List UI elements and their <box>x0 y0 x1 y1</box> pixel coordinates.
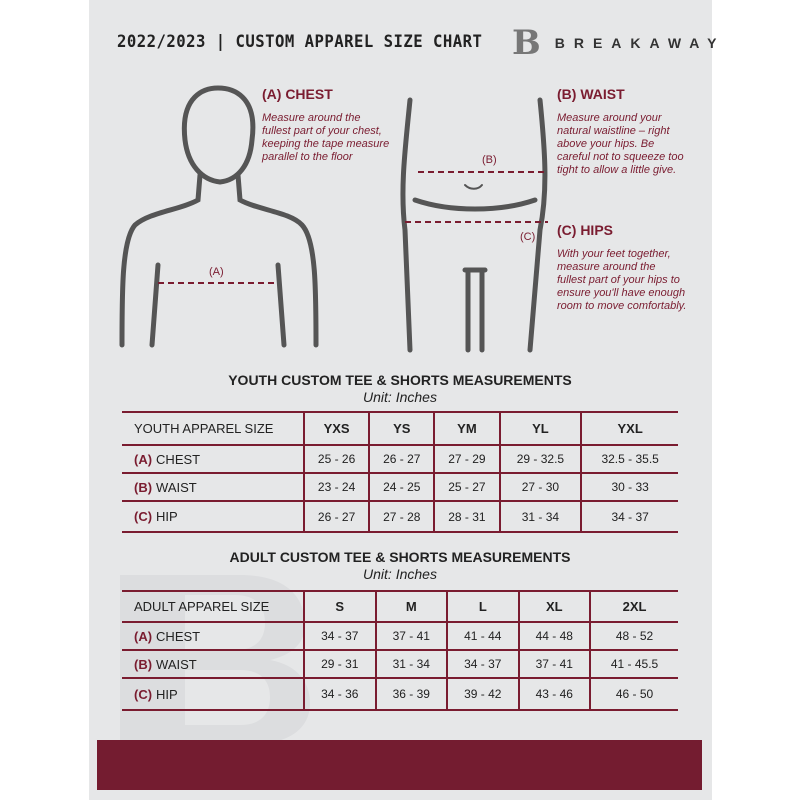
cell: 27 - 30 <box>500 473 582 501</box>
row-label <box>122 622 304 650</box>
table-row <box>122 473 678 501</box>
cell: 34 - 37 <box>447 650 519 678</box>
cell: 34 - 37 <box>581 501 678 532</box>
row-tag: (B) <box>134 479 153 495</box>
table-row <box>122 622 678 650</box>
cell: 39 - 42 <box>447 678 519 710</box>
column-header: XL <box>519 591 591 622</box>
row-label <box>122 445 304 473</box>
page-title: 2022/2023 | CUSTOM APPAREL SIZE CHART <box>117 32 483 52</box>
column-header: YS <box>369 412 434 445</box>
cell: 37 - 41 <box>519 650 591 678</box>
hips-heading: (C) HIPS <box>557 222 613 238</box>
cell: 31 - 34 <box>376 650 448 678</box>
table-row <box>122 501 678 532</box>
brand-name: BREAKAWAY <box>554 35 726 51</box>
cell: 34 - 37 <box>304 622 376 650</box>
cell: 25 - 27 <box>434 473 499 501</box>
column-header: YXS <box>304 412 369 445</box>
youth-size-table <box>122 411 678 533</box>
youth-table-unit: Unit: Inches <box>363 389 437 405</box>
column-header: YOUTH APPAREL SIZE <box>122 412 304 445</box>
column-header: YM <box>434 412 499 445</box>
cell: 28 - 31 <box>434 501 499 532</box>
footer-band <box>97 740 702 790</box>
table-row <box>122 678 678 710</box>
cell: 36 - 39 <box>376 678 448 710</box>
cell: 32.5 - 35.5 <box>581 445 678 473</box>
cell: 27 - 28 <box>369 501 434 532</box>
adult-size-table <box>122 590 678 711</box>
column-header: YL <box>500 412 582 445</box>
cell: 26 - 27 <box>369 445 434 473</box>
adult-table-title: ADULT CUSTOM TEE & SHORTS MEASUREMENTS <box>229 549 571 565</box>
cell: 29 - 32.5 <box>500 445 582 473</box>
lower-body-figure <box>403 100 545 350</box>
cell: 37 - 41 <box>376 622 448 650</box>
table-row <box>122 650 678 678</box>
cell: 29 - 31 <box>304 650 376 678</box>
row-name: CHEST <box>156 451 201 467</box>
column-header: S <box>304 591 376 622</box>
waist-marker: (B) <box>482 154 497 166</box>
table-header-row <box>122 591 678 622</box>
table-header-row <box>122 412 678 445</box>
cell: 46 - 50 <box>590 678 678 710</box>
cell: 30 - 33 <box>581 473 678 501</box>
column-header: L <box>447 591 519 622</box>
row-tag: (A) <box>134 628 153 644</box>
cell: 23 - 24 <box>304 473 369 501</box>
column-header: M <box>376 591 448 622</box>
column-header: 2XL <box>590 591 678 622</box>
row-tag: (B) <box>134 656 153 672</box>
waist-heading: (B) WAIST <box>557 86 625 102</box>
cell: 31 - 34 <box>500 501 582 532</box>
row-label <box>122 501 304 532</box>
cell: 24 - 25 <box>369 473 434 501</box>
cell: 27 - 29 <box>434 445 499 473</box>
row-label <box>122 473 304 501</box>
youth-table-title: YOUTH CUSTOM TEE & SHORTS MEASUREMENTS <box>228 372 572 388</box>
row-tag: (C) <box>134 686 153 702</box>
column-header: YXL <box>581 412 678 445</box>
chest-instructions: Measure around the fullest part of your chest, keeping the tape measure parallel to the floor <box>262 112 390 163</box>
row-name: CHEST <box>156 628 201 644</box>
cell: 44 - 48 <box>519 622 591 650</box>
row-name: HIP <box>156 686 178 702</box>
cell: 34 - 36 <box>304 678 376 710</box>
waist-instructions: Measure around your natural waistline – right above your hips. Be careful not to squeeze too tight to allow a little give. <box>557 112 684 176</box>
cell: 41 - 45.5 <box>590 650 678 678</box>
hips-instructions: With your feet together, measure around the fullest part of your hips to ensure you'll have enough room to move comfortably. <box>557 248 687 312</box>
cell: 48 - 52 <box>590 622 678 650</box>
cell: 43 - 46 <box>519 678 591 710</box>
column-header: ADULT APPAREL SIZE <box>122 591 304 622</box>
row-tag: (A) <box>134 451 153 467</box>
cell: 41 - 44 <box>447 622 519 650</box>
row-label <box>122 678 304 710</box>
row-tag: (C) <box>134 509 153 524</box>
cell: 25 - 26 <box>304 445 369 473</box>
cell: 26 - 27 <box>304 501 369 532</box>
chest-heading: (A) CHEST <box>262 86 333 102</box>
row-name: HIP <box>156 509 178 524</box>
table-row <box>122 445 678 473</box>
row-name: WAIST <box>156 656 197 672</box>
row-name: WAIST <box>156 479 197 495</box>
hip-marker: (C) <box>520 231 536 243</box>
logo-mark: B <box>512 23 541 63</box>
row-label <box>122 650 304 678</box>
chest-marker: (A) <box>209 266 224 278</box>
adult-table-unit: Unit: Inches <box>363 566 437 582</box>
